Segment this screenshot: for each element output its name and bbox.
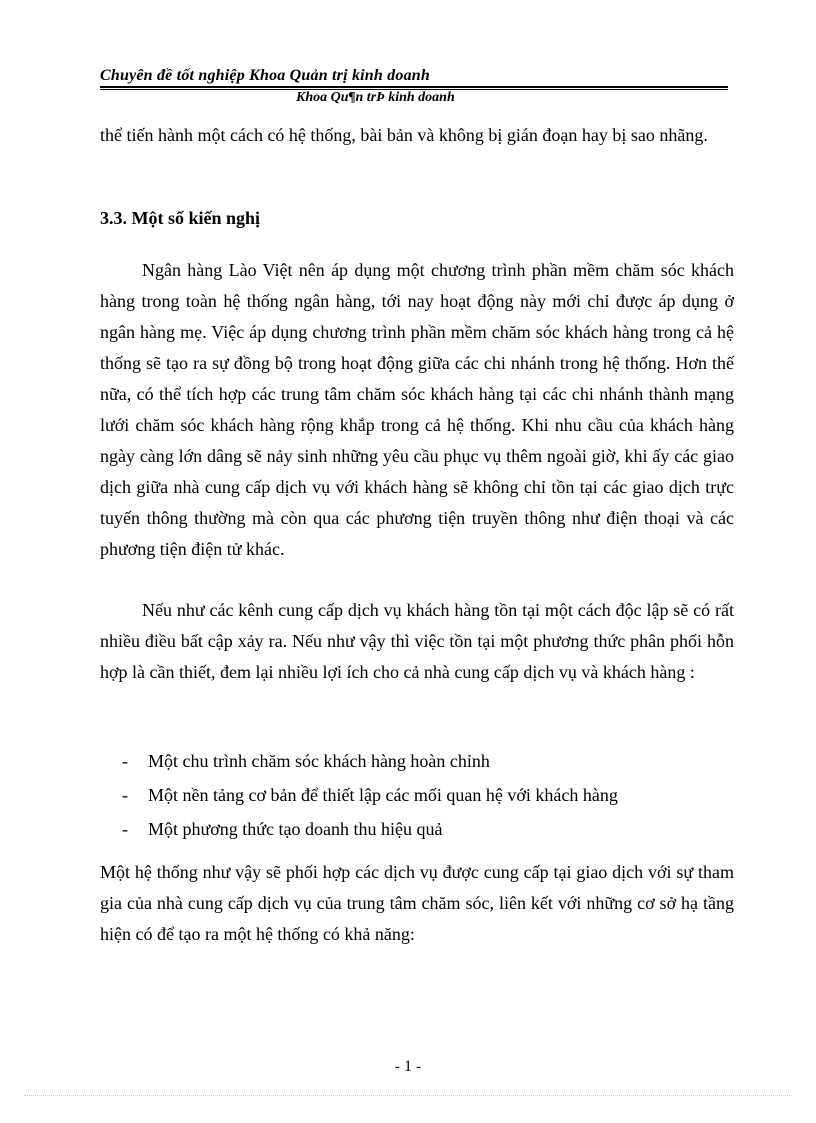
list-item <box>100 814 734 844</box>
list-item <box>100 746 734 776</box>
page-bottom-border <box>24 1095 792 1096</box>
list-item-text: Một phương thức tạo doanh thu hiệu quả <box>148 819 443 839</box>
bullet-dash: - <box>122 751 128 771</box>
paragraph-recommendation: Ngân hàng Lào Việt nên áp dụng một chương trình phần mềm chăm sóc khách hàng trong toàn hệ thống ngân hàng, tới nay hoạt động này mới chỉ được áp dụng ở ngân hàng mẹ. Việc áp dụng chương trình phần mềm chăm sóc khách hàng trong cả hệ thống sẽ tạo ra sự đồng bộ trong hoạt động giữa các chi nhánh trong hệ thống. Hơn thế nữa, có thể tích hợp các trung tâm chăm sóc khách hàng tại các chi nhánh thành mạng lưới chăm sóc khách hàng rộng khắp trong cả hệ thống. Khi nhu cầu của khách hàng ngày càng lớn dâng sẽ nảy sinh những yêu cầu phục vụ thêm ngoài giờ, khi ấy các giao dịch giữa nhà cung cấp dịch vụ với khách hàng sẽ không chỉ tồn tại các giao dịch trực tuyến thông thường mà còn qua các phương tiện truyền thông như điện thoại và các phương tiện điện tử khác. <box>100 260 734 559</box>
header-subtitle: Khoa Qu¶n trÞ kinh doanh <box>296 90 455 105</box>
bullet-dash: - <box>122 785 128 805</box>
header-title: Chuyên đề tốt nghiệp Khoa Quản trị kinh doanh <box>100 67 430 84</box>
paragraph-system: Một hệ thống như vậy sẽ phối hợp các dịch vụ được cung cấp tại giao dịch với sự tham gia của nhà cung cấp dịch vụ của trung tâm chăm sóc, liên kết với những cơ sở hạ tầng hiện có để tạo ra một hệ thống có khả năng: <box>100 862 734 944</box>
section-heading: 3.3. Một số kiến nghị <box>100 208 261 228</box>
benefit-list <box>100 746 734 848</box>
header-rule <box>100 86 728 88</box>
list-item <box>100 780 734 810</box>
paragraph-channels: Nếu như các kênh cung cấp dịch vụ khách hàng tồn tại một cách độc lập sẽ có rất nhiều điều bất cập xảy ra. Nếu như vậy thì việc tồn tại một phương thức phân phối hỗn hợp là cần thiết, đem lại nhiều lợi ích cho cả nhà cung cấp dịch vụ và khách hàng : <box>100 600 734 682</box>
page-number: - 1 - <box>394 1058 422 1075</box>
paragraph-continuation: thể tiến hành một cách có hệ thống, bài bản và không bị gián đoạn hay bị sao nhãng. <box>100 125 708 145</box>
bullet-dash: - <box>122 819 128 839</box>
list-item-text: Một nền tảng cơ bản để thiết lập các mối quan hệ với khách hàng <box>148 785 618 805</box>
list-item-text: Một chu trình chăm sóc khách hàng hoàn chỉnh <box>148 751 490 771</box>
